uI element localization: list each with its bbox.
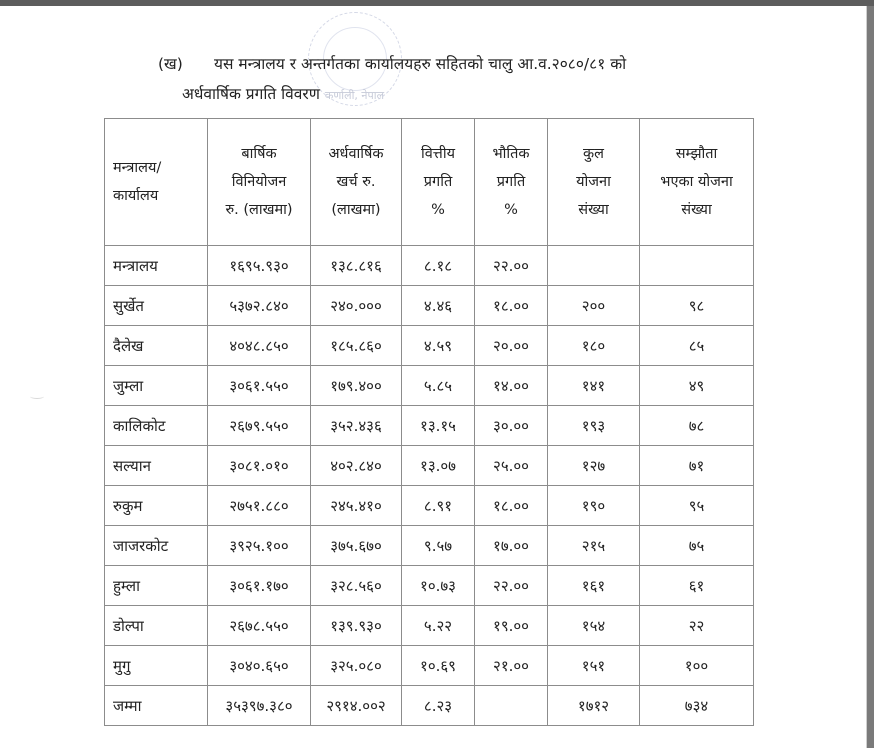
- table-cell: १४.००: [475, 366, 548, 406]
- office-name-cell: दैलेख: [105, 326, 208, 366]
- scan-artifact: [30, 394, 44, 399]
- heading-line-1: [158, 49, 758, 79]
- table-cell: ८.९१: [402, 486, 475, 526]
- progress-table: [104, 118, 754, 726]
- header-row: [105, 119, 754, 246]
- table-cell: १२७: [548, 446, 640, 486]
- table-cell: ३०४०.६५०: [208, 646, 311, 686]
- table-cell: ३२८.५६०: [311, 566, 402, 606]
- table-row: [105, 246, 754, 286]
- table-row: [105, 446, 754, 486]
- header-line: बार्षिक: [241, 146, 277, 162]
- heading-text-1: यस मन्त्रालय र अन्तर्गतका कार्यालयहरु सहितको चालु आ.व.२०८०/८१ को: [214, 55, 627, 73]
- header-line: संख्या: [578, 202, 609, 218]
- table-cell: ६१: [640, 566, 754, 606]
- table-cell: ३०६१.१७०: [208, 566, 311, 606]
- table-cell: १३८.८१६: [311, 246, 402, 286]
- table-cell: १८०: [548, 326, 640, 366]
- column-header: [475, 119, 548, 246]
- table-cell: ८५: [640, 326, 754, 366]
- header-line: कार्यालय: [113, 188, 159, 204]
- table-cell: ७१: [640, 446, 754, 486]
- table-cell: २००: [548, 286, 640, 326]
- table-cell: ३५३९७.३८०: [208, 686, 311, 726]
- table-cell: २०.००: [475, 326, 548, 366]
- header-line: वित्तीय: [420, 146, 455, 162]
- table-cell: १८.००: [475, 286, 548, 326]
- table-cell: २४५.४१०: [311, 486, 402, 526]
- table-cell: १३९.९३०: [311, 606, 402, 646]
- table-cell: १०.७३: [402, 566, 475, 606]
- table-cell: ४९: [640, 366, 754, 406]
- office-name-cell: जम्मा: [105, 686, 208, 726]
- table-row: [105, 606, 754, 646]
- table-cell: ४०४८.८५०: [208, 326, 311, 366]
- office-name-cell: रुकुम: [105, 486, 208, 526]
- table-cell: ८.२३: [402, 686, 475, 726]
- table-cell: २१.००: [475, 646, 548, 686]
- header-line: %: [504, 202, 518, 218]
- table-cell: ५.८५: [402, 366, 475, 406]
- table-cell: २१५: [548, 526, 640, 566]
- table-cell: [475, 686, 548, 726]
- table-cell: [640, 246, 754, 286]
- table-cell: ९५: [640, 486, 754, 526]
- table-row: [105, 406, 754, 446]
- table-cell: १७.००: [475, 526, 548, 566]
- table-row: [105, 486, 754, 526]
- header-line: भएका योजना: [660, 174, 733, 190]
- header-line: (लाखमा): [331, 202, 381, 218]
- office-name-cell: मुगु: [105, 646, 208, 686]
- header-line: योजना: [576, 174, 611, 190]
- header-line: रु. (लाखमा): [225, 202, 293, 218]
- table-cell: १५१: [548, 646, 640, 686]
- office-name-cell: सल्यान: [105, 446, 208, 486]
- column-header: [105, 119, 208, 246]
- table-cell: ३५२.४३६: [311, 406, 402, 446]
- table-cell: ५.२२: [402, 606, 475, 646]
- header-line: खर्च रु.: [336, 174, 376, 190]
- office-name-cell: हुम्ला: [105, 566, 208, 606]
- table-cell: ३०.००: [475, 406, 548, 446]
- heading-text-2: अर्धवार्षिक प्रगति विवरण: [182, 85, 320, 103]
- section-heading: [158, 49, 758, 111]
- table-cell: १४१: [548, 366, 640, 406]
- header-line: अर्धवार्षिक: [328, 146, 384, 162]
- document-page: [0, 6, 867, 748]
- table-cell: १६९५.९३०: [208, 246, 311, 286]
- table-cell: २९१४.००२: [311, 686, 402, 726]
- table-cell: १९०: [548, 486, 640, 526]
- table-row: [105, 286, 754, 326]
- table-cell: २७५१.८८०: [208, 486, 311, 526]
- header-line: मन्त्रालय/: [113, 160, 162, 176]
- table-cell: १३.०७: [402, 446, 475, 486]
- table-cell: [548, 246, 640, 286]
- table-cell: ३७५.६७०: [311, 526, 402, 566]
- section-tag: (ख): [158, 55, 183, 73]
- header-line: सम्झौता: [675, 146, 718, 162]
- table-cell: २५.००: [475, 446, 548, 486]
- header-line: विनियोजन: [231, 174, 287, 190]
- table-row: [105, 366, 754, 406]
- table-header: [105, 119, 754, 246]
- table-cell: १७१२: [548, 686, 640, 726]
- table-cell: २६७८.५५०: [208, 606, 311, 646]
- table-cell: १९३: [548, 406, 640, 446]
- office-name-cell: कालिकोट: [105, 406, 208, 446]
- table-cell: २२.००: [475, 246, 548, 286]
- table-cell: ४.५९: [402, 326, 475, 366]
- table-cell: १९.००: [475, 606, 548, 646]
- table-cell: १५४: [548, 606, 640, 646]
- office-name-cell: डोल्पा: [105, 606, 208, 646]
- table-cell: ३०६१.५५०: [208, 366, 311, 406]
- header-line: कुल: [583, 146, 604, 162]
- table-cell: २२: [640, 606, 754, 646]
- table-cell: ७५: [640, 526, 754, 566]
- table-cell: ८.१८: [402, 246, 475, 286]
- header-line: प्रगति: [496, 174, 526, 190]
- table-cell: १६१: [548, 566, 640, 606]
- table-row: [105, 686, 754, 726]
- office-name-cell: मन्त्रालय: [105, 246, 208, 286]
- column-header: [208, 119, 311, 246]
- table-cell: ९.५७: [402, 526, 475, 566]
- table-cell: ७८: [640, 406, 754, 446]
- table-row: [105, 526, 754, 566]
- table-cell: ४०२.८४०: [311, 446, 402, 486]
- header-line: प्रगति: [423, 174, 453, 190]
- table-cell: ९८: [640, 286, 754, 326]
- table-cell: १००: [640, 646, 754, 686]
- table-cell: १७९.४००: [311, 366, 402, 406]
- table-row: [105, 646, 754, 686]
- table-cell: ३०८१.०१०: [208, 446, 311, 486]
- table-row: [105, 566, 754, 606]
- table-cell: १८५.८६०: [311, 326, 402, 366]
- table-cell: १८.००: [475, 486, 548, 526]
- office-name-cell: जाजरकोट: [105, 526, 208, 566]
- table-cell: २४०.०००: [311, 286, 402, 326]
- column-header: [640, 119, 754, 246]
- table-cell: ७३४: [640, 686, 754, 726]
- table-row: [105, 326, 754, 366]
- table-cell: ५३७२.८४०: [208, 286, 311, 326]
- table-cell: २६७९.५५०: [208, 406, 311, 446]
- table-cell: ३९२५.१००: [208, 526, 311, 566]
- header-line: संख्या: [681, 202, 712, 218]
- column-header: [311, 119, 402, 246]
- table-cell: ४.४६: [402, 286, 475, 326]
- header-line: %: [431, 202, 445, 218]
- table-cell: १३.१५: [402, 406, 475, 446]
- column-header: [548, 119, 640, 246]
- header-line: भौतिक: [492, 146, 530, 162]
- table-cell: २२.००: [475, 566, 548, 606]
- office-name-cell: जुम्ला: [105, 366, 208, 406]
- table-cell: ३२५.०८०: [311, 646, 402, 686]
- office-name-cell: सुर्खेत: [105, 286, 208, 326]
- heading-line-2: [158, 79, 758, 111]
- table-body: [105, 246, 754, 726]
- column-header: [402, 119, 475, 246]
- stamp-text: कर्णाली, नेपाल: [324, 89, 385, 102]
- table-cell: १०.६९: [402, 646, 475, 686]
